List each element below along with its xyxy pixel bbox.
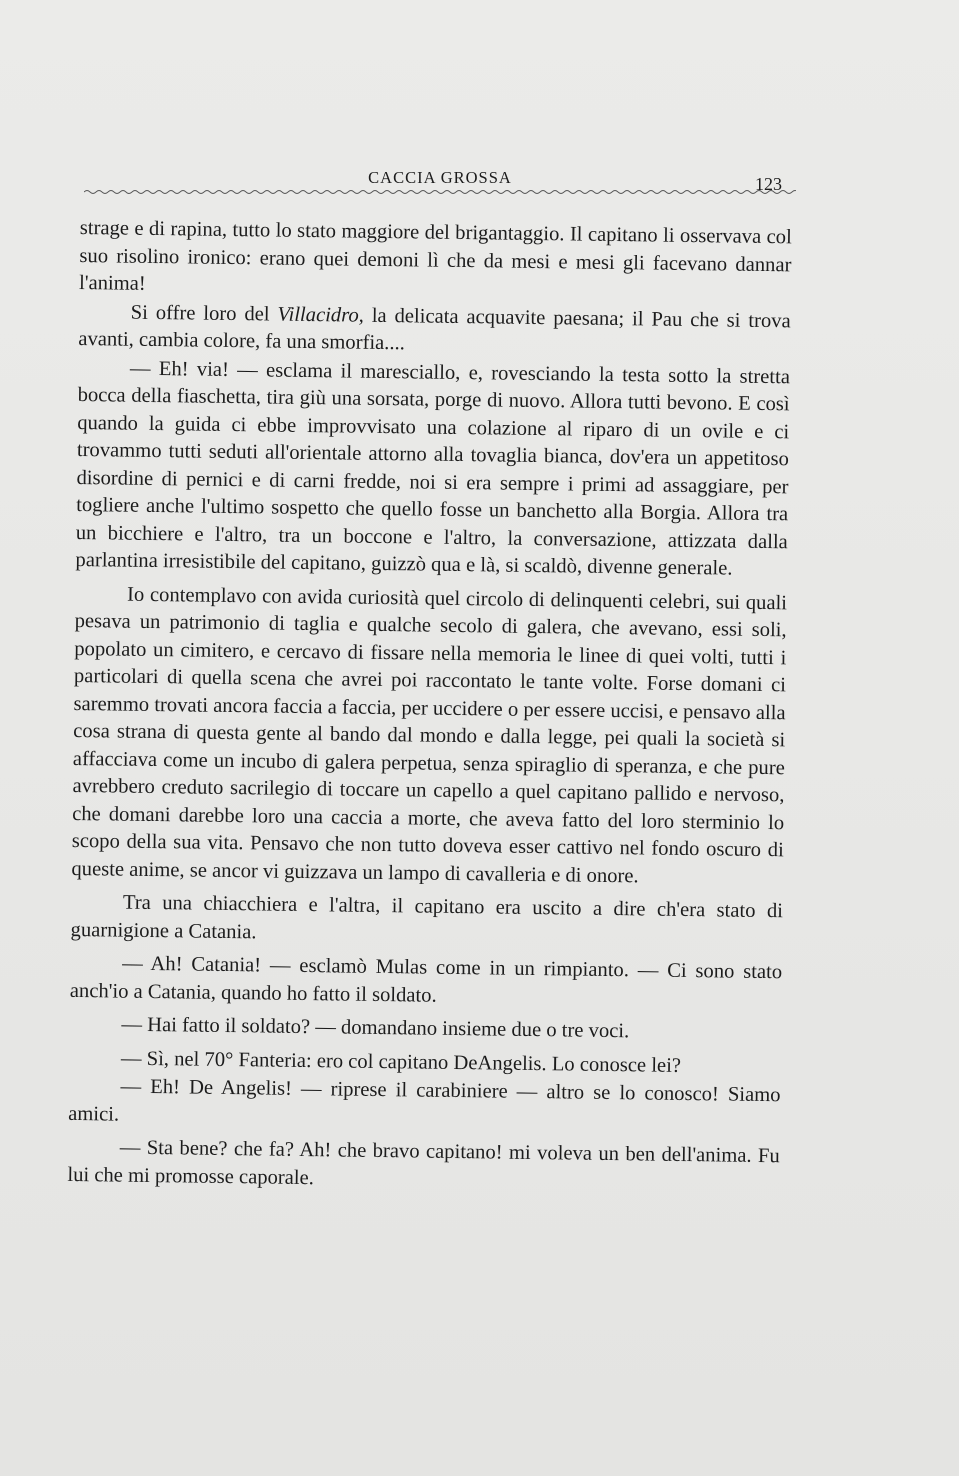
paragraph: — Eh! De Angelis! — riprese il carabiniere — altro se lo conosco! Siamo amici. [68,1075,781,1126]
wavy-rule [84,186,796,200]
italic-term: Villacidro, [277,303,365,327]
paragraph: strage e di rapina, tutto lo stato maggiore del brigantaggio. Il capitano li osservava col suo risolino ironico: erano quei demoni lì che da mesi e mesi gli facevano dannar l'anima! [78,216,792,295]
text-run: la delicata acquavite paesana; il Pau che si trova avanti, cambia colore, fa una smorfia.... [78,304,791,355]
paragraph: — Eh! via! — esclama il maresciallo, e, rovesciando la testa sotto la stretta bocca della fiaschetta, tira giù una sorsata, porge di nuovo. Allora tutti bevono. E così quando la guida ci ebbe improvvisato una colazione al riparo di un ovile e ci trovammo tutti seduti all'orientale attorno alla tovaglia bianca, dov'era un appetitoso disordine di pernici e di carni fredde, noi si era sempre i primi ad assaggiare, per togliere anche l'ultimo sospetto che quello fosse un banchetto alla Borgia. Allora tra un bicchiere e l'altro, tra un boccone e l'altro, la conversazione, attizzata dalla parlantina irresistibile del capitano, guizzò qua e là, si scaldò, divenne generale. [75,357,791,580]
paragraph: — Ah! Catania! — esclamò Mulas come in un rimpianto. — Ci sono stato anch'io a Catania, quando ho fatto il soldato. [69,952,783,1007]
running-header [84,166,796,200]
paragraph: Io contemplavo con avida curiosità quel circolo di delinquenti celebri, sui quali pesava un patrimonio di taglia e qualche secolo di galera, che avevano, essi soli, popolato un cimitero, e cercavo di fissare nella memoria le linee di quei volti, tutti i particolari di quella scena che avrei poi raccontato le tante volte. Forse domani ci saremmo trovati ancora faccia a faccia, per uccidere o per essere uccisi, e pensavo alla cosa strana di questa gente al bando dal mondo e dalla legge, pei quali la società si affacciava come un incubo di galera perpetua, senza spiraglio di speranza, e che pure avrebbero creduto sacrilegio di toccare un capello a quel capitano pallido e nervoso, che domani darebbe loro una caccia a morte, che aveva fatto del loro sterminio lo scopo della sua vita. Pensavo che non tutto doveva esser cattivo nel fondo oscuro di queste anime, se ancor vi guizzava un lampo di cavalleria e di onore. [71,583,788,887]
page-body [67,215,792,1198]
page-number: 123 [755,174,782,194]
paragraph: — Sì, nel 70° Fanteria: ero col capitano DeAngelis. Lo conosce lei? [120,1047,682,1077]
running-title: CACCIA GROSSA [368,168,512,187]
paragraph: Tra una chiacchiera e l'altra, il capitano era uscito a dire ch'era stato di guarnigione a Catania. [70,891,784,943]
paragraph [78,298,791,362]
text-run: Si offre loro del [130,301,278,326]
paragraph: — Hai fatto il soldato? — domandano insieme due o tre voci. [121,1013,630,1043]
paragraph: — Sta bene? che fa? Ah! che bravo capitano! mi voleva un ben dell'anima. Fu lui che mi promosse caporale. [67,1136,780,1189]
